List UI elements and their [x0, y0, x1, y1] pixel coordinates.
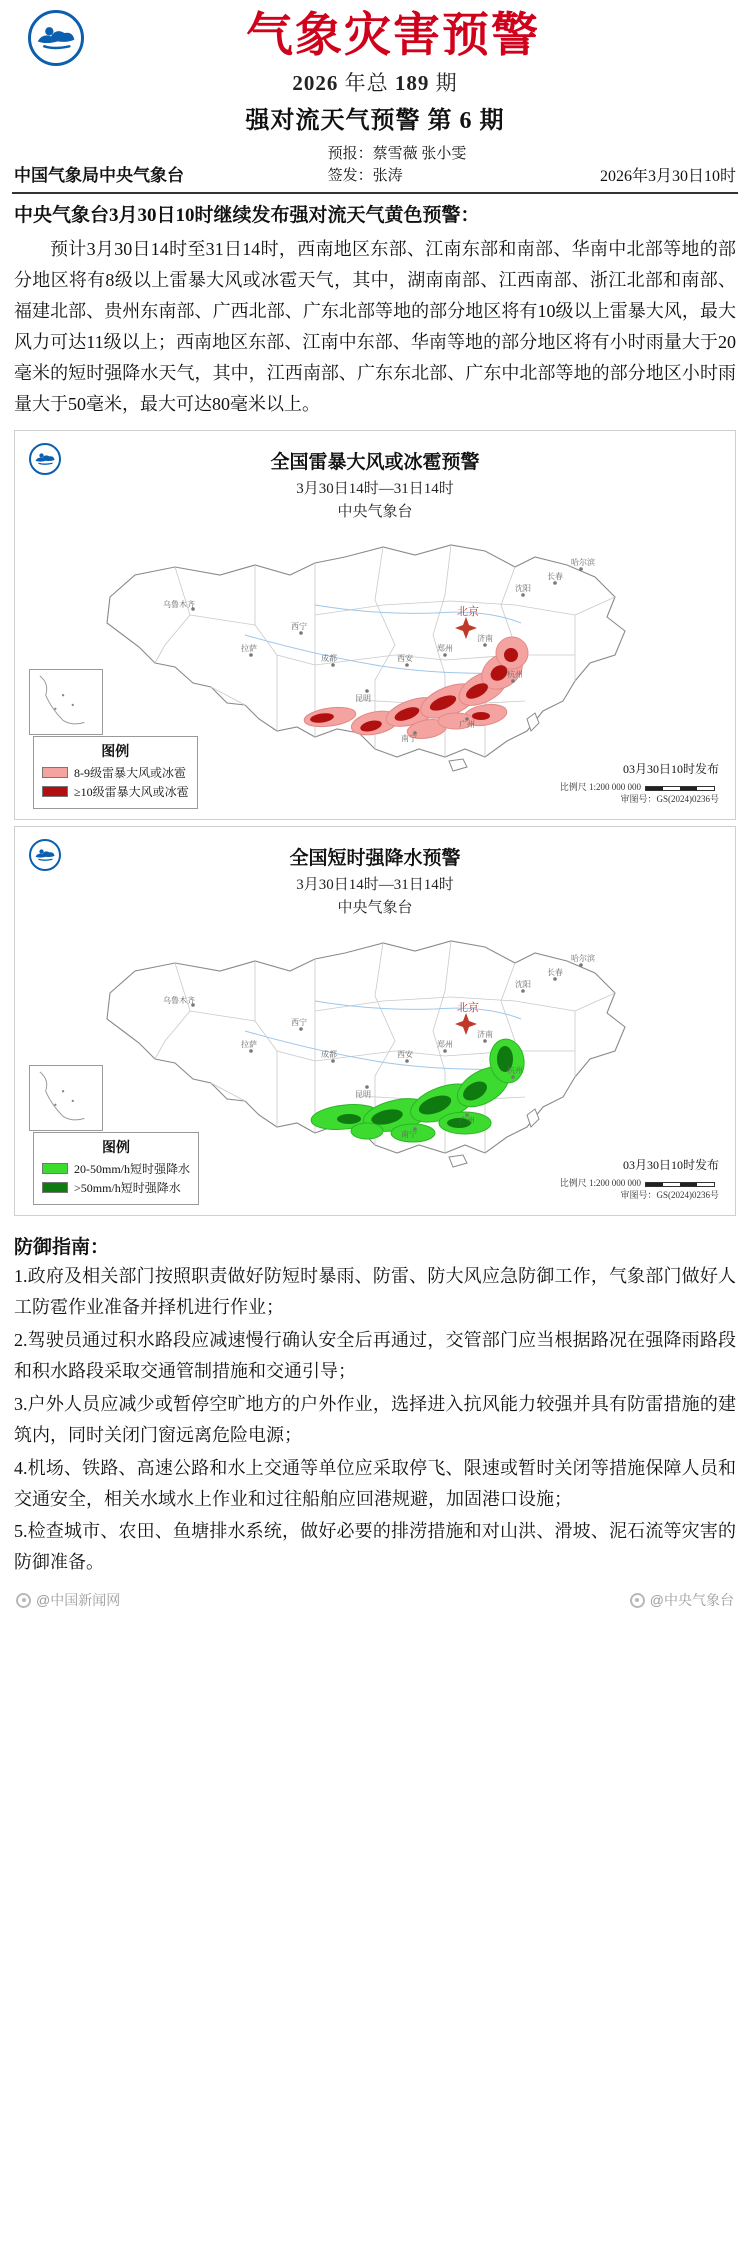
scalebar-graphic	[645, 786, 715, 791]
svg-text:西安: 西安	[397, 1049, 413, 1059]
map-approval-code: 审图号：GS(2024)0236号	[620, 793, 719, 804]
weibo-eye-icon	[630, 1593, 645, 1608]
legend-label: 20-50mm/h短时强降水	[74, 1161, 190, 1176]
svg-text:昆明: 昆明	[355, 1089, 371, 1099]
svg-text:沈阳: 沈阳	[515, 583, 531, 593]
byline	[0, 139, 750, 190]
svg-text:哈尔滨: 哈尔滨	[571, 953, 595, 963]
svg-text:北京: 北京	[457, 605, 479, 618]
issuing-organization: 中国气象局中央气象台	[14, 165, 184, 185]
issue-suffix: 期	[435, 70, 458, 95]
svg-text:长春: 长春	[547, 571, 563, 581]
weibo-eye-icon	[16, 1593, 31, 1608]
figure-title: 全国短时强降水预警	[289, 847, 461, 869]
issue-line	[0, 67, 750, 97]
document-header	[0, 0, 750, 139]
legend-swatch-dark	[42, 786, 68, 797]
cma-emblem-icon	[29, 443, 61, 475]
svg-text:南宁: 南宁	[401, 1129, 417, 1139]
guide-title: 防御指南：	[14, 1236, 110, 1258]
legend-swatch-light	[42, 767, 68, 778]
cma-emblem-icon	[28, 10, 84, 66]
forecast-label: 预报：	[327, 145, 373, 162]
legend-swatch-light	[42, 1163, 68, 1174]
figure-organization: 中央气象台	[337, 899, 413, 916]
svg-text:广州: 广州	[459, 1115, 475, 1125]
cma-emblem-icon	[29, 839, 61, 871]
legend-wind-hail	[33, 736, 198, 809]
svg-text:拉萨: 拉萨	[241, 1039, 257, 1049]
watermark-right-label: @中央气象台	[649, 1592, 734, 1609]
svg-text:长春: 长春	[547, 967, 563, 977]
legend-title: 图例	[102, 1140, 130, 1156]
svg-text:乌鲁木齐: 乌鲁木齐	[163, 995, 195, 1005]
legend-heavy-rain	[33, 1132, 199, 1205]
sign-label: 签发：	[327, 168, 373, 185]
alert-paragraph: 预计3月30日14时至31日14时，西南地区东部、江南东部和南部、华南中北部等地的部分地区将有8级以上雷暴大风或冰雹天气，其中，湖南南部、江西南部、浙江北部和南部、福建北部、贵州东南部、广西北部、广东北部等地的部分地区将有10级以上雷暴大风，最大风力可达11级以上；西南地区东部、江南中东部、华南等地的部分地区将有小时雨量大于20毫米的短时强降水天气，其中，江西南部、广东东北部、广东中北部等地的部分地区小时雨量大于50毫米，最大可达80毫米以上。	[14, 239, 736, 414]
svg-text:乌鲁木齐: 乌鲁木齐	[163, 599, 195, 609]
guide-item: 3.户外人员应减少或暂停空旷地方的户外作业，选择进入抗风能力较强并具有防雷措施的建筑内，同时关闭门窗远离危险电源；	[14, 1393, 736, 1445]
legend-swatch-dark	[42, 1182, 68, 1193]
legend-label: ≥10级雷暴大风或冰雹	[74, 784, 189, 799]
alert-subtitle-text: 强对流天气预警	[245, 107, 421, 134]
alert-issue-label: 第	[427, 107, 453, 134]
guide-item: 4.机场、铁路、高速公路和水上交通等单位应采取停飞、限速或暂时关闭等措施保障人员和交通安全，相关水域水上作业和过往船舶应回港规避，加固港口设施；	[14, 1457, 736, 1509]
svg-text:成都: 成都	[321, 653, 337, 663]
signer-name: 张涛	[372, 168, 403, 185]
svg-text:沈阳: 沈阳	[515, 979, 531, 989]
alert-issue-number: 6	[459, 107, 473, 134]
figure-title: 全国雷暴大风或冰雹预警	[270, 451, 480, 473]
legend-item	[42, 764, 189, 781]
issue-year: 2026	[292, 70, 339, 95]
svg-text:哈尔滨: 哈尔滨	[571, 557, 595, 567]
svg-text:西宁: 西宁	[291, 621, 307, 631]
issue-datetime: 2026年3月30日10时	[599, 167, 736, 185]
forecaster-line	[328, 143, 467, 166]
figure-thunderstorm-wind-hail	[14, 430, 736, 820]
south-china-sea-inset	[29, 1065, 103, 1131]
alert-issue-suffix: 期	[479, 107, 505, 134]
legend-label: >50mm/h短时强降水	[74, 1180, 181, 1195]
legend-item	[42, 783, 189, 800]
figure-issue-note: 03月30日10时发布	[622, 1157, 719, 1172]
byline-credits	[328, 143, 467, 188]
svg-text:郑州: 郑州	[437, 1039, 453, 1049]
issue-prefix: 年总	[344, 70, 389, 95]
figure-period: 3月30日14时—31日14时	[296, 876, 454, 893]
guide-item: 5.检查城市、农田、鱼塘排水系统，做好必要的排涝措施和对山洪、滑坡、泥石流等灾害的防御准备。	[14, 1521, 736, 1573]
scale-label: 比例尺 1:200 000 000	[559, 782, 641, 793]
svg-text:济南: 济南	[477, 1029, 493, 1039]
svg-text:郑州: 郑州	[437, 643, 453, 653]
signer-line	[328, 165, 467, 188]
alert-subtitle	[0, 100, 750, 135]
issue-number: 189	[394, 70, 430, 95]
footer-watermarks	[0, 1580, 750, 1620]
figure-issue-note: 03月30日10时发布	[622, 761, 719, 776]
figure-short-time-heavy-rain	[14, 826, 736, 1216]
scalebar-graphic	[645, 1182, 715, 1187]
alert-lead: 中央气象台3月30日10时继续发布强对流天气黄色预警：	[14, 204, 480, 226]
figure-organization: 中央气象台	[337, 503, 413, 520]
legend-title: 图例	[101, 744, 130, 760]
south-china-sea-inset	[29, 669, 103, 735]
svg-text:南宁: 南宁	[401, 733, 417, 743]
figure-scalebar	[560, 1178, 719, 1201]
svg-text:西安: 西安	[397, 653, 413, 663]
header-divider	[12, 192, 738, 194]
guide-item: 1.政府及相关部门按照职责做好防短时暴雨、防雷、防大风应急防御工作，气象部门做好人工防雹作业准备并择机进行作业；	[14, 1265, 736, 1317]
figure-period: 3月30日14时—31日14时	[296, 480, 454, 497]
scale-label: 比例尺 1:200 000 000	[559, 1178, 641, 1189]
watermark-left-label: @中国新闻网	[36, 1592, 121, 1609]
svg-text:拉萨: 拉萨	[241, 643, 257, 653]
figure-scalebar	[560, 782, 719, 805]
page-title: 气象灾害预警	[246, 10, 540, 62]
svg-text:杭州: 杭州	[507, 1065, 523, 1075]
svg-text:成都: 成都	[321, 1049, 337, 1059]
watermark-right	[630, 1590, 734, 1610]
watermark-left	[16, 1590, 120, 1610]
legend-item	[42, 1160, 190, 1177]
svg-text:杭州: 杭州	[507, 669, 523, 679]
svg-text:西宁: 西宁	[291, 1017, 307, 1027]
guide-item: 2.驾驶员通过积水路段应减速慢行确认安全后再通过，交管部门应当根据路况在强降雨路段和积水路段采取交通管制措施和交通引导；	[14, 1329, 736, 1381]
forecaster-names: 蔡雪薇 张小雯	[372, 145, 467, 162]
map-approval-code: 审图号：GS(2024)0236号	[620, 1189, 719, 1200]
svg-text:广州: 广州	[459, 719, 475, 729]
svg-text:北京: 北京	[457, 1001, 479, 1014]
legend-label: 8-9级雷暴大风或冰雹	[74, 765, 186, 780]
svg-text:济南: 济南	[477, 633, 493, 643]
svg-text:昆明: 昆明	[355, 693, 371, 703]
legend-item	[42, 1179, 190, 1196]
